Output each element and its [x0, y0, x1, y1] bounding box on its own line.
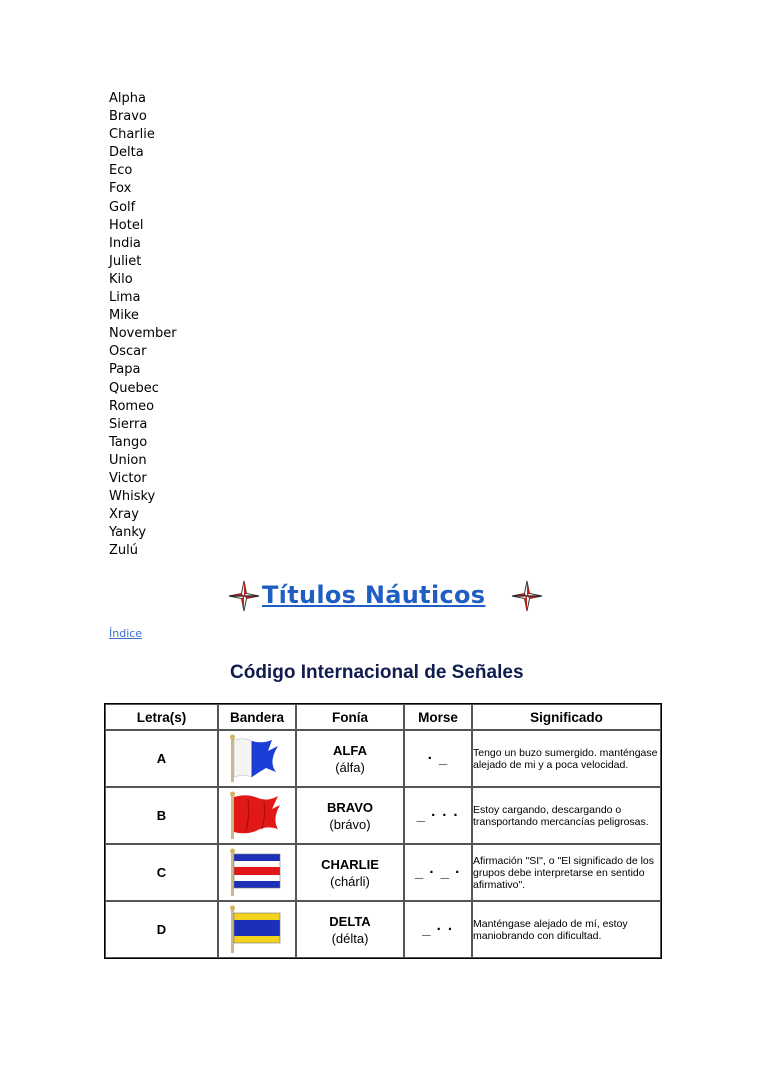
list-item: Juliet — [109, 253, 142, 269]
list-item: Fox — [109, 181, 132, 197]
list-item: Sierra — [109, 416, 148, 432]
index-link[interactable]: Índice — [109, 627, 143, 640]
letter-cell: A — [105, 730, 218, 787]
morse-code: _ · · · — [404, 787, 472, 844]
fonia-word: CHARLIE — [321, 856, 379, 872]
flag-bravo-icon — [228, 791, 286, 841]
list-item: Golf — [109, 199, 136, 215]
fonia-word: BRAVO — [327, 799, 373, 815]
list-item: Hotel — [109, 217, 144, 233]
list-item: Charlie — [109, 127, 155, 143]
flag-charlie-icon — [228, 848, 286, 898]
list-item: Papa — [109, 362, 141, 378]
section-title-row — [228, 578, 546, 614]
list-item: India — [109, 235, 141, 251]
fonia-word: ALFA — [333, 742, 367, 758]
list-item: Alpha — [109, 91, 146, 106]
list-item: Lima — [109, 290, 141, 306]
list-item: Zulú — [109, 543, 138, 559]
morse-code: _ · · — [404, 901, 472, 958]
column-header-morse: Morse — [404, 704, 472, 730]
morse-code: _ · _ · — [404, 844, 472, 901]
list-item: Yanky — [109, 525, 147, 541]
table-row — [105, 787, 661, 844]
fonia-word: DELTA — [329, 913, 371, 929]
flag-delta-icon — [228, 905, 286, 955]
fonia-pronunciation: (álfa) — [335, 759, 365, 775]
table-row — [105, 901, 661, 958]
list-item: Whisky — [109, 489, 156, 505]
list-item: Bravo — [109, 109, 147, 125]
fonia-pronunciation: (délta) — [331, 930, 369, 946]
meaning-text: Estoy cargando, descargando o transportando mercancías peligrosas. — [472, 787, 661, 844]
list-item: Victor — [109, 470, 147, 486]
letter-cell: B — [105, 787, 218, 844]
list-item: November — [109, 326, 177, 342]
morse-code: · _ — [404, 730, 472, 787]
signal-code-table — [104, 703, 662, 959]
list-item: Romeo — [109, 398, 155, 414]
list-item: Eco — [109, 163, 133, 179]
table-row — [105, 730, 661, 787]
list-item: Delta — [109, 145, 144, 161]
column-header-fonia: Fonía — [296, 704, 404, 730]
column-header-letter: Letra(s) — [105, 704, 218, 730]
list-item: Union — [109, 452, 147, 468]
letter-cell: D — [105, 901, 218, 958]
fonia-pronunciation: (brávo) — [329, 816, 371, 832]
section-title-link[interactable]: Títulos Náuticos — [262, 581, 486, 609]
list-item: Kilo — [109, 271, 133, 287]
meaning-text: Tengo un buzo sumergido. manténgase alejado de mi y a poca velocidad. — [472, 730, 661, 787]
table-header-row — [105, 704, 661, 730]
phonetic-alphabet-list — [109, 90, 177, 560]
list-item: Oscar — [109, 344, 147, 360]
list-item: Xray — [109, 507, 139, 523]
meaning-text: Afirmación "SI", o "El significado de los grupos debe interpretarse en sentido afirmativo". — [472, 844, 661, 901]
list-item: Tango — [109, 434, 148, 450]
column-header-meaning: Significado — [472, 704, 661, 730]
compass-rose-icon — [228, 580, 260, 612]
column-header-flag: Bandera — [218, 704, 296, 730]
meaning-text: Manténgase alejado de mí, estoy maniobrando con dificultad. — [472, 901, 661, 958]
list-item: Mike — [109, 308, 139, 324]
table-row — [105, 844, 661, 901]
letter-cell: C — [105, 844, 218, 901]
page-title: Código Internacional de Señales — [230, 662, 524, 683]
compass-rose-icon — [511, 580, 543, 612]
fonia-pronunciation: (chárli) — [330, 873, 370, 889]
flag-alfa-icon — [228, 734, 286, 784]
list-item: Quebec — [109, 380, 159, 396]
